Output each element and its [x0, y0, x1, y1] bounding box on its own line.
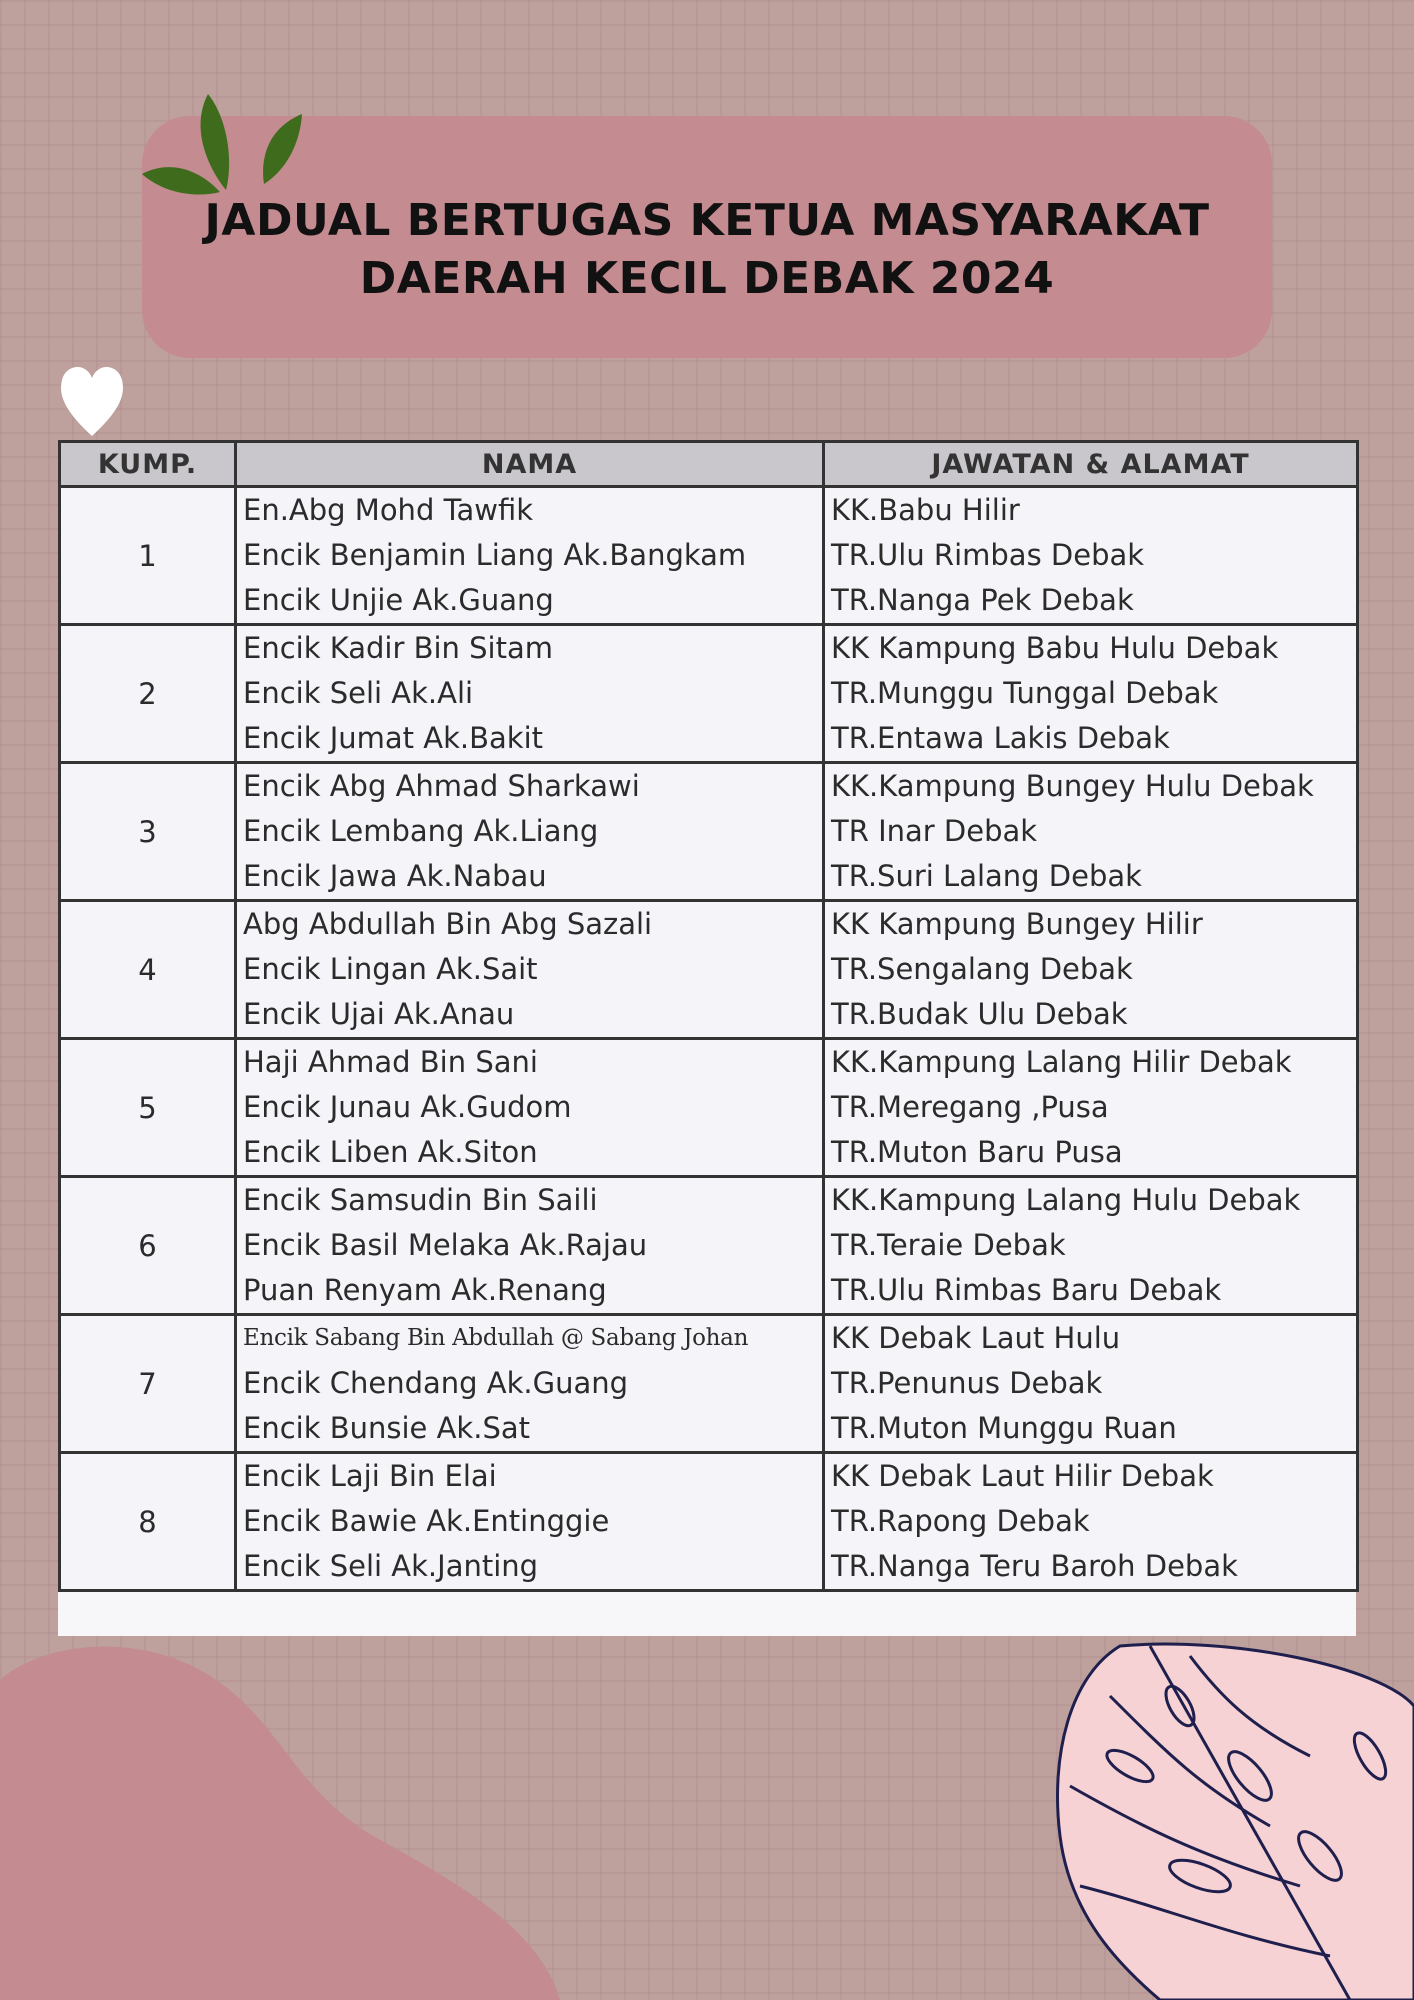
member-position: KK Kampung Bungey Hilir: [831, 907, 1203, 941]
table-row: [60, 763, 1358, 901]
member-position: KK Kampung Babu Hulu Debak: [831, 631, 1279, 665]
kump-cell: 7: [60, 1315, 236, 1453]
member-name: Encik Bawie Ak.Entinggie: [243, 1504, 610, 1538]
table-row: [60, 487, 1358, 625]
member-name: Encik Ujai Ak.Anau: [243, 997, 515, 1031]
member-position: TR.Rapong Debak: [831, 1504, 1090, 1538]
jawatan-alamat-cell: [824, 763, 1358, 901]
member-name: Encik Seli Ak.Janting: [243, 1549, 539, 1583]
nama-cell: [236, 901, 824, 1039]
member-position: TR.Teraie Debak: [831, 1228, 1066, 1262]
member-position: TR Inar Debak: [831, 814, 1038, 848]
kump-cell: 4: [60, 901, 236, 1039]
header-jawatan-alamat: JAWATAN & ALAMAT: [824, 442, 1358, 487]
member-position: KK.Kampung Lalang Hulu Debak: [831, 1183, 1301, 1217]
header-nama: NAMA: [236, 442, 824, 487]
kump-cell: 1: [60, 487, 236, 625]
member-name: Encik Liben Ak.Siton: [243, 1135, 538, 1169]
kump-cell: 8: [60, 1453, 236, 1591]
nama-cell: [236, 1039, 824, 1177]
member-name: Encik Lingan Ak.Sait: [243, 952, 538, 986]
member-position: TR.Entawa Lakis Debak: [831, 721, 1170, 755]
member-position: TR.Sengalang Debak: [831, 952, 1133, 986]
kump-cell: 2: [60, 625, 236, 763]
nama-cell: [236, 1315, 824, 1453]
member-position: TR.Munggu Tunggal Debak: [831, 676, 1219, 710]
member-name: Encik Seli Ak.Ali: [243, 676, 474, 710]
member-name: Encik Abg Ahmad Sharkawi: [243, 769, 640, 803]
member-name: Encik Lembang Ak.Liang: [243, 814, 599, 848]
table-row: [60, 1039, 1358, 1177]
jawatan-alamat-cell: [824, 1453, 1358, 1591]
member-position: TR.Penunus Debak: [831, 1366, 1103, 1400]
table-row: [60, 1177, 1358, 1315]
title-line-2: DAERAH KECIL DEBAK 2024: [359, 253, 1055, 304]
member-name: Encik Bunsie Ak.Sat: [243, 1411, 530, 1445]
member-name: Encik Benjamin Liang Ak.Bangkam: [243, 538, 747, 572]
member-position: TR.Ulu Rimbas Baru Debak: [831, 1273, 1222, 1307]
monstera-leaf-icon: [1050, 1636, 1414, 2000]
member-name: Encik Junau Ak.Gudom: [243, 1090, 572, 1124]
member-position: TR.Muton Baru Pusa: [831, 1135, 1123, 1169]
member-name: Puan Renyam Ak.Renang: [243, 1273, 607, 1307]
member-name: Abg Abdullah Bin Abg Sazali: [243, 907, 653, 941]
member-position: KK Debak Laut Hilir Debak: [831, 1459, 1214, 1493]
jawatan-alamat-cell: [824, 487, 1358, 625]
member-name: Encik Kadir Bin Sitam: [243, 631, 554, 665]
member-name: Encik Sabang Bin Abdullah @ Sabang Johan: [243, 1325, 749, 1351]
kump-cell: 5: [60, 1039, 236, 1177]
title-line-1: JADUAL BERTUGAS KETUA MASYARAKAT: [204, 195, 1210, 246]
member-name: Encik Samsudin Bin Saili: [243, 1183, 598, 1217]
member-name: Encik Chendang Ak.Guang: [243, 1366, 629, 1400]
member-position: TR.Nanga Pek Debak: [831, 583, 1134, 617]
member-position: TR.Muton Munggu Ruan: [831, 1411, 1177, 1445]
member-position: TR.Meregang ,Pusa: [831, 1090, 1109, 1124]
member-name: Haji Ahmad Bin Sani: [243, 1045, 538, 1079]
kump-cell: 3: [60, 763, 236, 901]
table-row: [60, 901, 1358, 1039]
nama-cell: [236, 1453, 824, 1591]
heart-icon: [56, 360, 128, 440]
member-position: TR.Nanga Teru Baroh Debak: [831, 1549, 1238, 1583]
member-name: En.Abg Mohd Tawfik: [243, 493, 534, 527]
member-position: KK.Babu Hilir: [831, 493, 1020, 527]
jawatan-alamat-cell: [824, 625, 1358, 763]
sprout-icon: [138, 88, 318, 198]
member-name: Encik Laji Bin Elai: [243, 1459, 497, 1493]
nama-cell: [236, 625, 824, 763]
jawatan-alamat-cell: [824, 1315, 1358, 1453]
nama-cell: [236, 487, 824, 625]
member-name: Encik Jawa Ak.Nabau: [243, 859, 547, 893]
member-position: KK Debak Laut Hulu: [831, 1321, 1121, 1355]
member-position: TR.Budak Ulu Debak: [831, 997, 1128, 1031]
table-row: [60, 625, 1358, 763]
table-row: [60, 1453, 1358, 1591]
jawatan-alamat-cell: [824, 901, 1358, 1039]
jawatan-alamat-cell: [824, 1177, 1358, 1315]
nama-cell: [236, 763, 824, 901]
table-row: [60, 1315, 1358, 1453]
duty-roster-table: [58, 440, 1359, 1592]
table-header-row: [60, 442, 1358, 487]
member-name: Encik Basil Melaka Ak.Rajau: [243, 1228, 648, 1262]
kump-cell: 6: [60, 1177, 236, 1315]
member-position: TR.Suri Lalang Debak: [831, 859, 1142, 893]
page-title: [142, 192, 1272, 308]
header-kump: KUMP.: [60, 442, 236, 487]
jawatan-alamat-cell: [824, 1039, 1358, 1177]
decorative-blob: [0, 1640, 560, 2000]
member-position: TR.Ulu Rimbas Debak: [831, 538, 1145, 572]
member-name: Encik Jumat Ak.Bakit: [243, 721, 543, 755]
member-position: KK.Kampung Bungey Hulu Debak: [831, 769, 1314, 803]
nama-cell: [236, 1177, 824, 1315]
member-name: Encik Unjie Ak.Guang: [243, 583, 554, 617]
member-position: KK.Kampung Lalang Hilir Debak: [831, 1045, 1292, 1079]
